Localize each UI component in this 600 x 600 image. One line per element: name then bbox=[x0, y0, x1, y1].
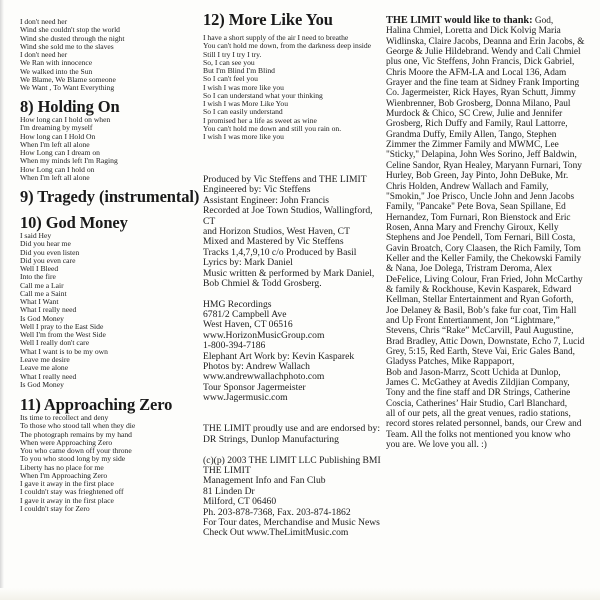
lyric-line: Leave me desire bbox=[20, 354, 70, 364]
thanks-line: Chris Holden, Andrew Wallach and Family, bbox=[386, 181, 549, 192]
thanks-line: Team. All the folks not mentioned you know who bbox=[386, 429, 571, 440]
thanks-line: DeFelice, Living Colour, Fran Fried, John McCarthy bbox=[386, 274, 583, 285]
lyrics-more-like-you bbox=[203, 34, 371, 141]
lyric-line: We Blame, We Blame someone bbox=[20, 74, 116, 84]
thanks-line: record stores related personnel, bands, our Crew and bbox=[386, 419, 582, 430]
lyric-line: Well I pray to the East Side bbox=[20, 321, 104, 331]
lyric-line: So I can easily understand bbox=[203, 107, 283, 117]
lyric-line: I wish I was more like you bbox=[203, 82, 284, 92]
credit-line: www.andrewwallachphoto.com bbox=[203, 371, 325, 383]
lyric-line: Call me a Lair bbox=[20, 280, 64, 290]
lyric-line: The photograph remains by my hand bbox=[20, 429, 132, 439]
credit-line: Photos by: Andrew Wallach bbox=[203, 361, 310, 373]
credit-line: HMG Recordings bbox=[203, 298, 272, 310]
lyric-line: Wind she sold me to the slaves bbox=[20, 41, 114, 51]
lyric-line: We Ran with innocence bbox=[20, 58, 93, 68]
credit-line: www.HorizonMusicGroup.com bbox=[203, 329, 325, 341]
thanks-line: Stephens and Joe Pendell, Tom Fernari, Bill Costa, bbox=[386, 233, 576, 244]
thanks-line: Grayer and the fine team at Sidney Frank Importing bbox=[386, 78, 580, 89]
lyric-line: Did you hear me bbox=[20, 239, 71, 249]
lyrics-intro bbox=[20, 18, 125, 92]
thanks-line: Wienbrenner, Bob Grosberg, Donna Milano, Paul bbox=[386, 98, 571, 109]
lyric-line: You can't hold me down, from the darkness deep inside bbox=[203, 41, 372, 51]
lyric-line: What I want is to be my own bbox=[20, 346, 108, 356]
thanks-line: and Up Front Entertianment, Jon “Lightmare,” bbox=[386, 315, 560, 326]
lyric-line: Is God Money bbox=[20, 379, 64, 389]
thanks-line: Keller and the Keller Family, the Chekowski Family bbox=[386, 253, 582, 264]
thanks-section bbox=[386, 16, 584, 450]
lyric-line: I couldn't stay was frieghtened off bbox=[20, 487, 124, 497]
credit-line: For Tour dates, Merchandise and Music News bbox=[203, 516, 380, 528]
lyric-line: Into the fire bbox=[20, 272, 56, 282]
page-bottom-edge bbox=[0, 588, 600, 600]
thanks-line: Gavin Broatch, Cory Claasen, the Rich Family, Tom bbox=[386, 243, 581, 254]
thanks-line: "Sticky," Delapina, John Wes Sorino, Jeff Baldwin, bbox=[386, 150, 577, 161]
thanks-line: Coscia, Catherines’ Hair Studio, Carl Blanchard, bbox=[386, 398, 568, 409]
thanks-line: & family & Rockhouse, Kevin Kasparek, Edward bbox=[386, 284, 572, 295]
credit-line: Milford, CT 06460 bbox=[203, 496, 277, 508]
thanks-line: Chris Moore the AFM-LA and Local 136, Adam bbox=[386, 67, 567, 78]
lyric-line: We walked into the Sun bbox=[20, 66, 93, 76]
lyric-line: Did you even care bbox=[20, 255, 76, 265]
lyric-line: I couldn't stay for Zero bbox=[20, 503, 90, 513]
credit-line: www.Jagermusic.com bbox=[203, 392, 288, 404]
lyric-line: Well I really don't care bbox=[20, 338, 90, 348]
credit-line: and Horizon Studios, West Haven, CT bbox=[203, 225, 350, 237]
lyric-line: But I'm Blind I'm Blind bbox=[203, 66, 275, 76]
thanks-lines bbox=[386, 26, 584, 450]
credit-line: 81 Linden Dr bbox=[203, 485, 255, 497]
lyric-line: I don't need her bbox=[20, 50, 68, 60]
thanks-line: Joe Delaney & Basil, Bob’s fake fur coat, Tim Hall bbox=[386, 305, 577, 316]
credit-line: Tour Sponsor Jagermeister bbox=[203, 381, 306, 393]
lyric-line: What I really need bbox=[20, 305, 77, 315]
credit-line: Engineered by: Vic Steffens bbox=[203, 184, 311, 196]
page-edge-shadow bbox=[0, 0, 4, 600]
credit-line: Music written & performed by Mark Daniel, bbox=[203, 267, 375, 279]
credit-line: (c)(p) 2003 THE LIMIT LLC Publishing BMI bbox=[203, 454, 381, 466]
thanks-line: Widlinska, Claire Jacobs, Deanna and Erin Jacobs, & bbox=[386, 36, 585, 47]
lyric-line: I gave it away in the first place bbox=[20, 479, 114, 489]
lyric-line: I wish I was More Like You bbox=[203, 99, 289, 109]
lyric-line: When I'm Approaching Zero bbox=[20, 470, 108, 480]
credit-line: West Haven, CT 06516 bbox=[203, 319, 293, 331]
lyric-line: To you who stood long by my side bbox=[20, 454, 126, 464]
credit-line: Recorded at Joe Town Studios, Wallingford, bbox=[203, 205, 373, 217]
song-title-tragedy: 9) Tragedy (instrumental) bbox=[20, 187, 200, 206]
thanks-line: Grosberg, Rich Duffy and Family, Raul Lattorre, bbox=[386, 119, 568, 130]
thanks-line: James C. McGathey at Avedis Zildjian Company, bbox=[386, 378, 570, 389]
thanks-line: Celine Sandor, Ryan Healey, Maryann Furnari, Tony bbox=[386, 160, 582, 171]
lyric-line: I don't need her bbox=[20, 17, 68, 26]
credit-line: 6781/2 Campbell Ave bbox=[203, 309, 287, 321]
lyric-line: I gave it away in the first place bbox=[20, 495, 114, 505]
thanks-line: all of our pets, all the great venues, radio stations, bbox=[386, 409, 571, 420]
lyric-line: When my minds left I'm Raging bbox=[20, 156, 118, 166]
lyric-line: Well I'm from the West Side bbox=[20, 330, 106, 340]
lyric-line: How Long can I hold on bbox=[20, 164, 95, 174]
lyrics-holding-on bbox=[20, 116, 118, 182]
credit-line: Assistant Engineer: John Francis bbox=[203, 194, 330, 206]
lyric-line: What I really need bbox=[20, 371, 77, 381]
lyric-line: Wind she dusted through the night bbox=[20, 33, 125, 43]
credit-line: Tracks 1,4,7,9,10 c/o Produced by Basil bbox=[203, 246, 357, 258]
thanks-line: Halina Chmiel, Loretta and Dick Kolvig Maria bbox=[386, 26, 561, 37]
credit-line: Produced by Vic Steffens and THE LIMIT bbox=[203, 174, 367, 185]
credit-line: THE LIMIT proudly use and are endorsed by: bbox=[203, 423, 380, 435]
thanks-line: Zimmer the Zimmer Family and MWMC, Lee bbox=[386, 140, 559, 151]
lyric-line: We Want , To Want Everything bbox=[20, 83, 115, 93]
lyric-line: Did you even listen bbox=[20, 247, 80, 257]
lyric-line: When were Approaching Zero bbox=[20, 437, 113, 447]
lyrics-approaching-zero bbox=[20, 414, 135, 513]
thanks-heading: THE LIMIT would like to thank: bbox=[386, 15, 533, 26]
credit-line: Management Info and Fan Club bbox=[203, 475, 326, 487]
credit-line bbox=[203, 404, 381, 414]
lyric-line: You who came down off your throne bbox=[20, 446, 132, 456]
lyric-line: Liberty has no place for me bbox=[20, 462, 104, 472]
thanks-first-text: God, bbox=[532, 16, 554, 26]
song-title-more-like-you: 12) More Like You bbox=[203, 10, 333, 29]
lyric-line: So I can understand what your thinking bbox=[203, 90, 323, 100]
lyric-line: I have a short supply of the air I need to breathe bbox=[203, 33, 349, 42]
thanks-line: you are. We love you all. :) bbox=[386, 440, 487, 451]
thanks-line: Murdock & Chico, SC Crew, Julie and Jennifer bbox=[386, 109, 563, 120]
lyric-line: Leave me alone bbox=[20, 363, 69, 373]
thanks-line: Brad Bradley, Attic Down, Downstate, Echo 7, Lucid bbox=[386, 336, 585, 347]
lyric-line: Still I try I try I try. bbox=[203, 49, 262, 59]
lyric-line: I said Hey bbox=[20, 231, 52, 240]
credit-line: Ph. 203-878-7368, Fax. 203-874-1862 bbox=[203, 506, 351, 518]
lyric-line: You can't hold me down and still you rain on. bbox=[203, 123, 342, 133]
thanks-line: Co. Jagermeister, Rick Hayes, Ryan Schutt, Jimmy bbox=[386, 88, 576, 99]
lyric-line: When I'm left all alone bbox=[20, 139, 90, 149]
album-credits bbox=[203, 175, 381, 539]
credit-line: Elephant Art Work by: Kevin Kasparek bbox=[203, 350, 355, 362]
thanks-line: Hernandez, Tom Furnari, Ron Bienstock and Eric bbox=[386, 212, 571, 223]
thanks-line: Grey, 5:15, Red Earth, Steve Vai, Eric Gales Band, bbox=[386, 347, 575, 357]
lyric-line: What I Want bbox=[20, 297, 59, 307]
lyric-line: So I can't feel you bbox=[203, 74, 258, 84]
lyric-line: I wish I was more like you bbox=[203, 132, 284, 142]
song-title-approaching-zero: 11) Approaching Zero bbox=[20, 395, 173, 414]
thanks-line: & Nana, Joe Dolega, Tristram Deroma, Alex bbox=[386, 264, 553, 275]
lyric-line: To those who stood tall when they die bbox=[20, 421, 136, 431]
credit-line: Bob Chmiel & Todd Grosberg. bbox=[203, 277, 322, 289]
lyric-line: Is God Money bbox=[20, 313, 64, 323]
thanks-line: "Smokin," Joe Prisco, Uncle John and Jenn Jacobs bbox=[386, 191, 575, 202]
song-title-holding-on: 8) Holding On bbox=[20, 97, 120, 116]
thanks-line: Grandma Duffy, Emily Allen, Tango, Stephen bbox=[386, 129, 557, 140]
lyric-line: How Long can I dream on bbox=[20, 148, 100, 158]
song-title-god-money: 10) God Money bbox=[20, 213, 128, 232]
thanks-line: Tony and the fine staff and DR Strings, Catherine bbox=[386, 388, 571, 399]
credit-line: Lyrics by: Mark Daniel bbox=[203, 257, 293, 269]
lyric-line: Call me a Saint bbox=[20, 288, 67, 298]
lyric-line: How long can I Hold On bbox=[20, 131, 96, 141]
thanks-line: Family, "Pancake" Pete Bova, Sean Spillane, Ed bbox=[386, 202, 566, 213]
thanks-line: George & Julie Hildebrand. Wendy and Cali Chmiel bbox=[386, 47, 581, 58]
thanks-line: Gladyss Patches, Mike Rappaport, bbox=[386, 357, 515, 368]
credit-line: DR Strings, Dunlop Manufacturing bbox=[203, 433, 339, 445]
lyric-line: I promised her a life as sweet as wine bbox=[203, 115, 317, 125]
lyric-line: Well I Bleed bbox=[20, 264, 59, 274]
credit-line: CT bbox=[203, 215, 216, 227]
thanks-line: Kellman, Stellar Entertainment and Ryan Goforth, bbox=[386, 295, 574, 306]
lyrics-god-money bbox=[20, 232, 108, 389]
thanks-line: plus one, Vic Steffens, John Francis, Dick Gabriel, bbox=[386, 57, 575, 68]
lyric-line: When I'm left all alone bbox=[20, 172, 90, 182]
thanks-line: Stevens, Chris “Rake” McCarvill, Paul Augustine, bbox=[386, 326, 574, 337]
lyric-line: Wind she couldn't stop the world bbox=[20, 25, 120, 35]
thanks-first-line bbox=[386, 16, 584, 26]
credit-line: Check Out www.TheLimitMusic.com bbox=[203, 527, 349, 539]
lyric-line: Its time to recollect and deny bbox=[20, 413, 109, 422]
lyric-line: So, I can see you bbox=[203, 57, 255, 67]
credit-line: THE LIMIT bbox=[203, 464, 251, 476]
credit-line bbox=[203, 445, 381, 455]
thanks-line: Bob and Jason-Marrz, Scott Uchida at Dunlop, bbox=[386, 367, 561, 378]
credit-line: 1-800-394-7186 bbox=[203, 340, 266, 352]
lyric-line: I'm dreaming by myself bbox=[20, 123, 93, 133]
thanks-line: Hurley, Bob Green, Jay Pinto, John DeBuke, Mr. bbox=[386, 171, 569, 182]
thanks-line: Rosen, Anna Mary and Frenchy Giroux, Kelly bbox=[386, 222, 559, 233]
lyric-line: How long can I hold on when bbox=[20, 115, 111, 124]
credit-line: Mixed and Mastered by Vic Steffens bbox=[203, 236, 344, 248]
